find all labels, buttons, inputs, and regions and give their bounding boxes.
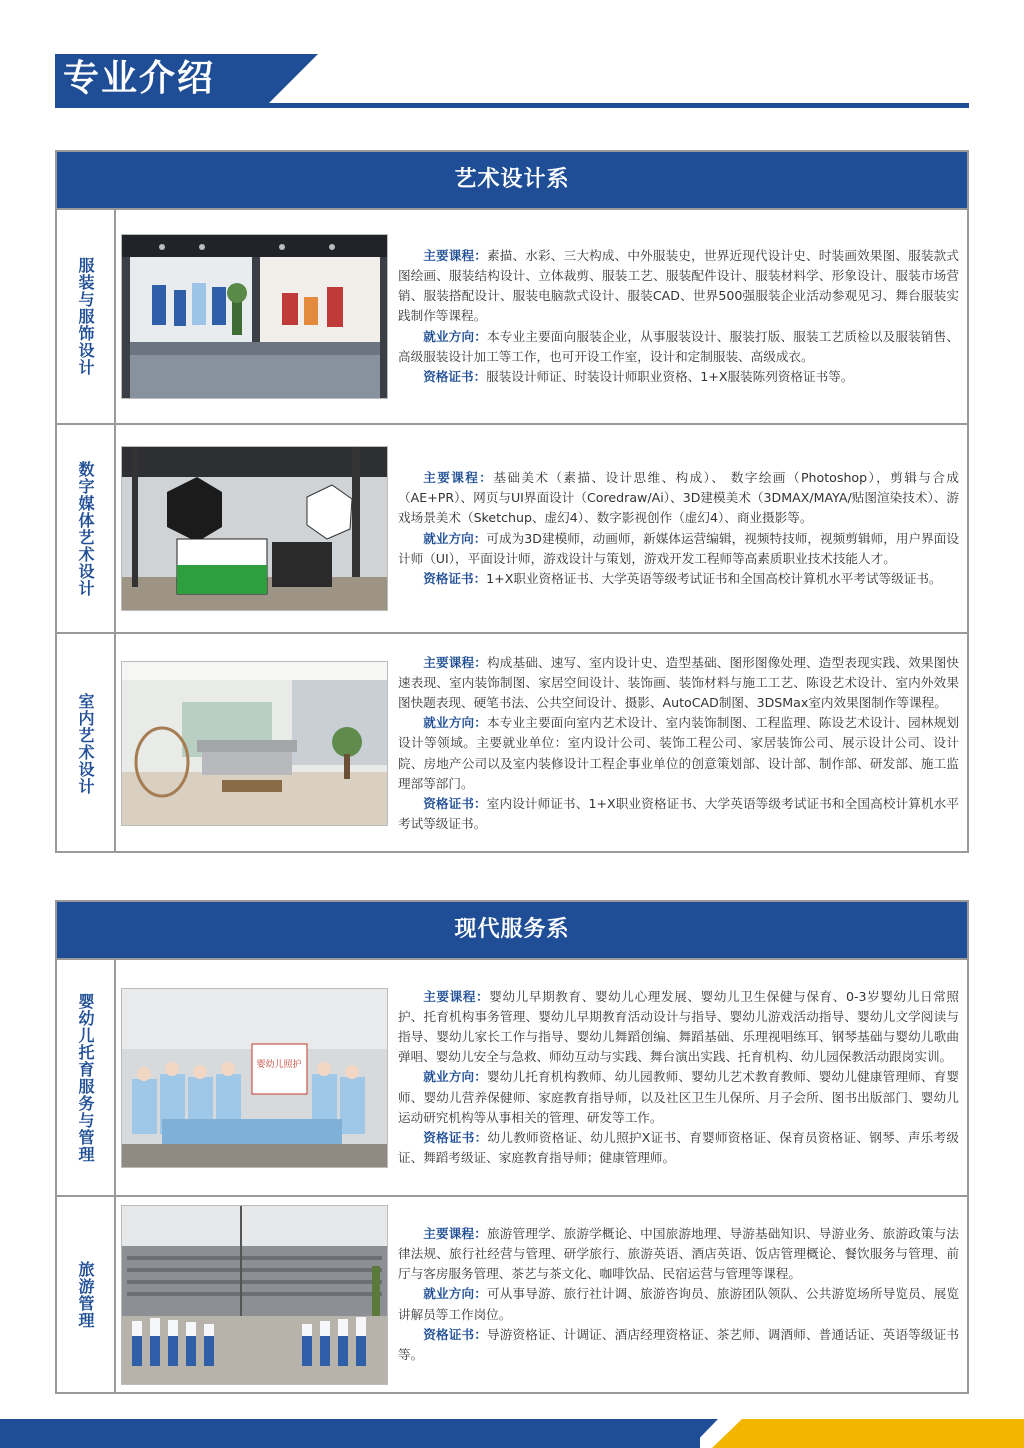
title-slant-decoration xyxy=(268,54,318,104)
program-row xyxy=(57,632,967,853)
page-header xyxy=(55,54,969,110)
program-name: 服装与服饰设计 xyxy=(57,210,116,423)
program-description xyxy=(388,987,959,1169)
job-heading: 就业方向： xyxy=(423,1286,487,1302)
footer-blue-stripe xyxy=(0,1419,700,1448)
cert-heading: 资格证书： xyxy=(423,796,487,811)
course-heading: 主要课程： xyxy=(423,1225,487,1241)
course-text: 构成基础、速写、室内设计史、造型基础、图形图像处理、造型表现实践、效果图快速表现、室内装饰制图、家居空间设计、装饰画、装饰材料与施工工艺、陈设艺术设计、室内外效果图快题表现、硬笔书法、公共空间设计、摄影、AutoCAD制图、3DSMax室内效果图制作等课程。 xyxy=(398,654,960,710)
clothing-display-photo xyxy=(121,234,388,399)
cert-heading: 资格证书： xyxy=(423,1130,488,1145)
tourism-group-photo xyxy=(121,1205,388,1385)
photo-studio-photo xyxy=(121,446,388,611)
course-text: 基础美术（素描、设计思维、构成）、 数字绘画（Photoshop），剪辑与合成（AE+PR）、网页与UI界面设计（Coredraw/Ai）、3D建模美术（3DMAX/MAYA/贴图渲染技术）、游戏场景美术（Sketchup、虚幻4）、数字影视创作（虚幻4）、商业摄影等。 xyxy=(398,469,959,526)
program-row xyxy=(57,958,967,1195)
cert-heading: 资格证书： xyxy=(423,570,487,586)
job-text: 可成为3D建模师，动画师，新媒体运营编辑，视频特技师，视频剪辑师，用户界面设计师（UI），平面设计师，游戏设计与策划，游戏开发工程师等高素质职业技术技能人才。 xyxy=(398,530,959,566)
program-row xyxy=(57,1195,967,1392)
section-title: 现代服务系 xyxy=(57,902,967,958)
banner-text: 婴幼儿照护 xyxy=(256,1059,302,1070)
cert-text: 室内设计师证书、1+X职业资格证书、大学英语等级考试证书和全国高校计算机水平考试等级证书。 xyxy=(398,796,959,832)
program-name: 室内艺术设计 xyxy=(57,634,116,853)
job-heading: 就业方向： xyxy=(423,715,487,731)
program-description xyxy=(388,468,959,589)
title-underline xyxy=(55,103,969,108)
page-title: 专业介绍 xyxy=(55,54,268,104)
job-text: 本专业主要面向室内艺术设计、室内装饰制图、工程监理、陈设艺术设计、园林规划设计等领域。主要就业单位：室内设计公司、装饰工程公司、家居装饰公司、展示设计公司、设计院、房地产公司以及室内装修设计工程企事业单位的创意策划部、设计部、制作部、研发部、施工监理部等部门。 xyxy=(398,715,960,791)
footer-yellow-stripe xyxy=(742,1419,1024,1448)
program-name: 婴幼儿托育服务与管理 xyxy=(57,960,116,1195)
cert-heading: 资格证书： xyxy=(423,1326,487,1342)
childcare-group-photo xyxy=(121,988,388,1168)
program-row xyxy=(57,208,967,423)
program-name: 旅游管理 xyxy=(57,1197,116,1392)
interior-room-photo xyxy=(121,661,388,826)
cert-text: 导游资格证、计调证、酒店经理资格证、茶艺师、调酒师、普通话证、英语等级证书等。 xyxy=(398,1326,960,1362)
program-description xyxy=(388,246,959,387)
section-title: 艺术设计系 xyxy=(57,152,967,208)
clothing-display-image xyxy=(122,235,387,398)
program-description xyxy=(388,653,959,835)
cert-text: 幼儿教师资格证、幼儿照护X证书、育婴师资格证、保育员资格证、钢琴、声乐考级证、舞蹈考级证、家庭教育指导师；健康管理师。 xyxy=(398,1130,959,1166)
course-heading: 主要课程： xyxy=(423,247,487,263)
childcare-group-image xyxy=(122,989,387,1167)
job-text: 婴幼儿托育机构教师、幼儿园教师、婴幼儿艺术教育教师、婴幼儿健康管理师、育婴师、婴幼儿营养保健师、家庭教育指导师，以及社区卫生儿保所、月子会所、图书出版部门、婴幼儿运动研究机构等从事相关的管理、研发等工作。 xyxy=(398,1069,960,1125)
job-text: 可从事导游、旅行社计调、旅游咨询员、旅游团队领队、公共游览场所导览员、展览讲解员等工作岗位。 xyxy=(398,1286,960,1322)
course-heading: 主要课程： xyxy=(423,988,490,1004)
program-name: 数字媒体艺术设计 xyxy=(57,425,116,632)
footer-yellow-slant xyxy=(712,1419,742,1448)
job-text: 本专业主要面向服装企业，从事服装设计、服装打版、服装工艺质检以及服装销售、高级服装设计加工等工作，也可开设工作室，设计和定制服装、高级成衣。 xyxy=(398,328,960,364)
living-room-image xyxy=(122,662,387,825)
cert-heading: 资格证书： xyxy=(423,369,487,384)
photo-studio-image xyxy=(122,447,387,610)
course-text: 素描、水彩、三大构成、中外服装史，世界近现代设计史、时装画效果图、服装款式图绘画、服装结构设计、立体裁剪、服装工艺、服装配件设计、服装材料学、形象设计、服装市场营销、服装搭配设计、服装电脑款式设计、服装CAD、世界500强服装企业活动参观见习、舞台服装实践制作等课程。 xyxy=(398,247,960,324)
cert-text: 1+X职业资格证书、大学英语等级考试证书和全国高校计算机水平考试等级证书。 xyxy=(486,570,942,586)
course-heading: 主要课程： xyxy=(423,654,487,670)
job-heading: 就业方向： xyxy=(423,1069,487,1085)
program-description xyxy=(388,1224,959,1365)
section-art-design xyxy=(55,150,969,853)
program-row xyxy=(57,423,967,632)
course-text: 婴幼儿早期教育、婴幼儿心理发展、婴幼儿卫生保健与保育、0-3岁婴幼儿日常照护、托育机构事务管理、婴幼儿早期教育活动设计与指导、婴幼儿游戏活动指导、婴幼儿文学阅读与指导、婴幼儿家长工作与指导、婴幼儿舞蹈创编、舞蹈基础、乐理视唱练耳、钢琴基础与婴幼儿歌曲弹唱、婴幼儿安全与急救、师幼互动与实践、舞台演出实践、托育机构、幼儿园保教活动跟岗实训。 xyxy=(398,988,959,1065)
tourism-campus-image xyxy=(122,1206,387,1384)
section-modern-service xyxy=(55,900,969,1394)
cert-text: 服装设计师证、时装设计师职业资格、1+X服装陈列资格证书等。 xyxy=(486,369,854,384)
job-heading: 就业方向： xyxy=(423,530,487,546)
course-heading: 主要课程： xyxy=(423,469,494,485)
course-text: 旅游管理学、旅游学概论、中国旅游地理、导游基础知识、导游业务、旅游政策与法律法规、旅行社经营与管理、研学旅行、旅游英语、酒店英语、饭店管理概论、餐饮服务与管理、前厅与客房服务管理、茶艺与茶文化、咖啡饮品、民宿运营与管理等课程。 xyxy=(398,1225,960,1282)
job-heading: 就业方向： xyxy=(423,328,487,344)
